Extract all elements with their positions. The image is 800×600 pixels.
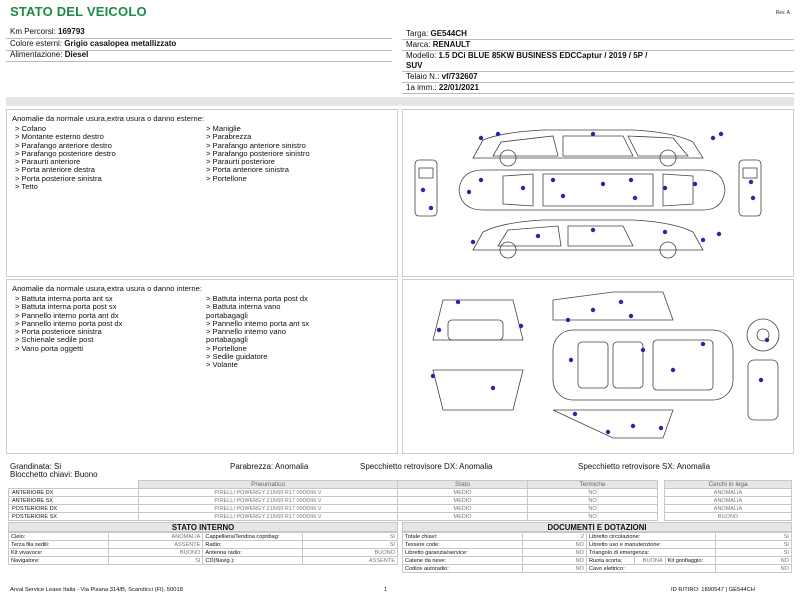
revision-label: Rev. A — [775, 10, 790, 16]
list-item: > Schienale sedile post — [15, 335, 94, 345]
list-item: > Volante — [206, 360, 238, 370]
list-item: > Tetto — [15, 182, 38, 192]
list-item: > Porta posteriore sinistra — [15, 327, 102, 337]
immatricolazione-value: 22/01/2021 — [438, 83, 479, 92]
list-item: > Cofano — [15, 124, 47, 133]
tyres-table — [8, 480, 658, 521]
blocchetto-label: Blocchetto chiavi: Buono — [10, 470, 98, 479]
external-damage-panel — [6, 109, 398, 277]
external-heading: Anomalie da normale usura,extra usura o danno esterne: — [12, 114, 205, 123]
section-divider — [6, 97, 794, 106]
table-row: Kit vivavoce: BUONO Antenna radio: BUONO — [9, 549, 398, 557]
page-title: STATO DEL VEICOLO — [10, 4, 147, 19]
internal-car-diagram — [402, 279, 794, 454]
grandinata-label: Grandinata: Si — [10, 462, 62, 471]
list-item: > Battuta interna porta post dx — [206, 294, 308, 303]
table-row: Cielo: ANOMALIA Cappelliera/Tendina copribag: SI — [9, 533, 398, 541]
list-item: > Maniglie — [206, 124, 241, 133]
specchietto-sx-label: Specchietto retrovisore SX: Anomalia — [578, 462, 711, 471]
list-item: > Parafango posteriore sinistro — [206, 148, 310, 158]
documenti-title: DOCUMENTI E DOTAZIONI — [402, 522, 792, 532]
alimentazione-value: Diesel — [64, 50, 89, 59]
stato-interno-box — [8, 522, 398, 565]
list-item: portabagagli — [206, 335, 248, 345]
table-row: Totale chiavi: 2 Libretto circolazione: SI — [403, 533, 792, 541]
termiche-header: Termiche — [528, 481, 658, 489]
stato-interno-title: STATO INTERNO — [8, 522, 398, 532]
table-row: Catene da neve: NO Ruota scorta: BUONA Kit gonfiaggio: NO — [403, 557, 792, 565]
list-item: > Parafango anteriore sinistro — [206, 140, 306, 150]
list-item: > Pannello interno porta ant dx — [15, 310, 119, 320]
rims-table — [664, 480, 792, 521]
table-row: POSTERIORE DX PIRELLI POWERGY 215/60 R17 000/096 V MEDIO NO — [9, 505, 658, 513]
external-list-1 — [15, 125, 206, 191]
specchietto-dx-label: Specchietto retrovisore DX: Anomalia — [360, 462, 493, 471]
list-item: > Pannello interno vano — [206, 327, 287, 337]
table-row: POSTERIORE SX PIRELLI POWERGY 215/60 R17 000/096 V MEDIO NO — [9, 513, 658, 521]
tyre-header: Pneumatico — [139, 481, 398, 489]
footer-ritiro: ID RITIRO: 1890547 | GE544CH — [671, 587, 755, 593]
alimentazione-row: Alimentazione: Diesel — [10, 50, 89, 59]
telaio-row: Telaio N.: vf/732607 — [406, 72, 478, 81]
list-item: > Battuta interna porta post sx — [15, 302, 117, 312]
telaio-value: vf/732607 — [441, 72, 478, 81]
table-row: Codice autoradio: NO Cavo elettrico: NO — [403, 565, 792, 573]
list-item: > Montante esterno destro — [15, 132, 104, 142]
colore-value: Grigio casalopea metallizzato — [64, 39, 177, 48]
table-row: ANOMALIA — [665, 497, 792, 505]
colore-row: Colore esterni: Grigio casalopea metallizzato — [10, 39, 177, 48]
list-item: > Parabrezza — [206, 132, 252, 142]
marca-value: RENAULT — [432, 40, 471, 49]
km-value: 169793 — [58, 27, 85, 36]
table-row: Terza fila sedili: ASSENTE Radio: SI — [9, 541, 398, 549]
km-row: Km Percorsi: 169793 — [10, 27, 85, 36]
footer-company: Arval Service Lease Italia - Via Pisana 314/B, Scandicci (FI), 50018 — [10, 587, 183, 593]
documenti-box — [402, 522, 792, 573]
list-item: > Pannello interno porta post dx — [15, 318, 123, 328]
table-row: Navigatore: SI CD(Navig.): ASSENTE — [9, 557, 398, 565]
internal-heading: Anomalie da normale usura,extra usura o danno interne: — [12, 284, 202, 293]
list-item: > Paraurti posteriore — [206, 157, 276, 167]
table-row: ANOMALIA — [665, 505, 792, 513]
list-item: > Portellone — [206, 343, 247, 353]
internal-damage-panel — [6, 279, 398, 454]
list-item: > Battuta interna porta ant sx — [15, 294, 113, 303]
list-item: > Porta anteriore sinistra — [206, 165, 289, 175]
list-item: > Parafango anteriore destro — [15, 140, 112, 150]
modello-row: Modello: 1.5 DCi BLUE 85KW BUSINESS EDCCaptur / 2019 / 5P / — [406, 51, 648, 60]
modello-row-2: SUV — [406, 61, 423, 70]
list-item: > Parafango posteriore destro — [15, 148, 116, 158]
list-item: > Paraurti anteriore — [15, 157, 81, 167]
list-item: > Sedile guidatore — [206, 352, 268, 362]
external-list-2 — [206, 125, 397, 191]
table-row: Tessere code: NO Libretto uso e manutenzione: SI — [403, 541, 792, 549]
targa-row: Targa: GE544CH — [406, 29, 467, 38]
list-item: > Portellone — [206, 173, 247, 183]
table-row: ANOMALIA — [665, 489, 792, 497]
table-row: Libretto garanzia/service: NO Triangolo di emergenza: SI — [403, 549, 792, 557]
list-item: > Porta anteriore destra — [15, 165, 95, 175]
stato-header: Stato — [398, 481, 528, 489]
external-car-diagram — [402, 109, 794, 277]
targa-value: GE544CH — [430, 29, 467, 38]
table-row: BUONO — [665, 513, 792, 521]
page-number: 1 — [384, 587, 388, 593]
immatricolazione-row: 1a imm.: 22/01/2021 — [406, 83, 479, 92]
internal-list-1 — [15, 295, 206, 370]
list-item: > Pannello interno porta ant sx — [206, 318, 310, 328]
internal-list-2 — [206, 295, 397, 370]
list-item: portabagagli — [206, 310, 248, 320]
table-row: ANTERIORE DX PIRELLI POWERGY 215/60 R17 000/096 V MEDIO NO — [9, 489, 658, 497]
table-row: ANTERIORE SX PIRELLI POWERGY 215/60 R17 000/096 V MEDIO NO — [9, 497, 658, 505]
parabrezza-label: Parabrezza: Anomalia — [230, 462, 309, 471]
list-item: > Vano porta oggetti — [15, 343, 84, 353]
list-item: > Porta posteriore sinistra — [15, 173, 102, 183]
marca-row: Marca: RENAULT — [406, 40, 471, 49]
modello-value: 1.5 DCi BLUE 85KW BUSINESS EDCCaptur / 2019 / 5P / — [438, 51, 648, 60]
list-item: > Battuta interna vano — [206, 302, 281, 312]
rims-header: Cerchi in lega — [665, 481, 792, 489]
